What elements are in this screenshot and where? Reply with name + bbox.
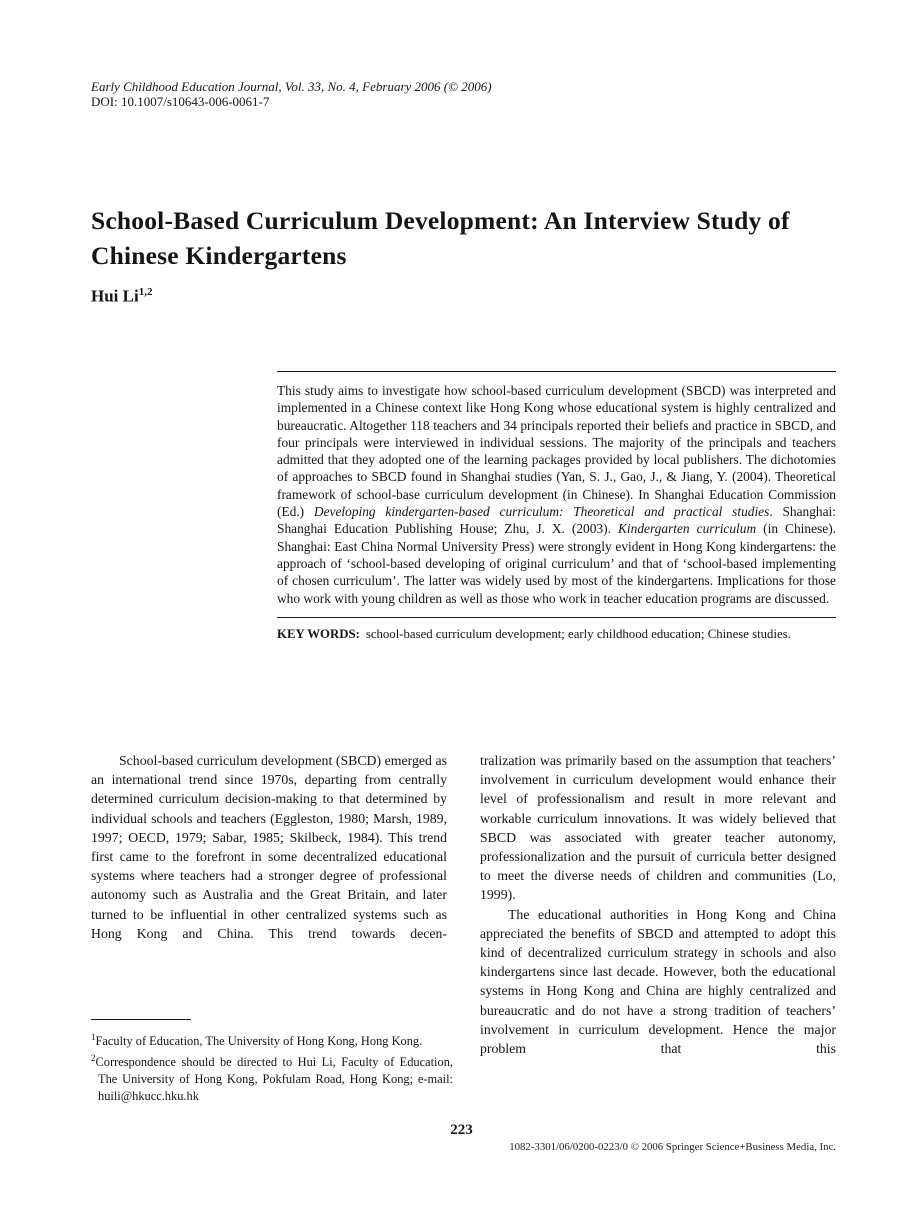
doi-line: DOI: 10.1007/s10643-006-0061-7 [91,94,270,109]
body-columns [91,751,836,1058]
footnotes-section [91,1019,453,1105]
footnote-2 [91,1050,453,1105]
author-line [91,286,152,307]
page-number: 223 [450,1122,473,1138]
abstract-segment: This study aims to investigate how school-based curriculum development (SBCD) was interpreted and implemented in a Chinese context like Hong Kong whose educational system is highly centralized and bureaucratic. Altogether 118 teachers and 34 principals reported their beliefs and practice in SBCD, and four principals were interviewed in individual sessions. The majority of the principals and teachers admitted that they adopted one of the learning packages provided by local publishers. The dichotomies of approaches to SBCD found in Shanghai studies (Yan, S. J., Gao, J., & Jiang, Y. (2004). Theoretical framework of school-base curriculum development (in Chinese). In Shanghai Education Commission (Ed.) [277,383,836,520]
journal-citation-line: Early Childhood Education Journal, Vol. 33, No. 4, February 2006 (© 2006) [91,79,492,94]
author-affiliation-marks: 1,2 [138,286,153,298]
abstract-segment: . Shanghai: Shanghai Education Publishing House; Zhu, J. X. (2003). [277,504,836,537]
abstract-block [277,371,836,642]
page-header [91,79,711,109]
abstract-segment-italic: Kindergarten curriculum [617,521,757,537]
footnote-2-text: Correspondence should be directed to Hui Li, Faculty of Education, The University of Hong Kong, Pokfulam Road, Hong Kong; e-mail: huili@hkucc.hku.hk [95,1055,453,1103]
keywords-label: KEY WORDS: [277,626,360,641]
body-paragraph-continuation: tralization was primarily based on the assumption that teachers’ involvement in curriculum development would enhance their level of professionalism and result in more relevant and workable curriculum innovations. It was widely believed that SBCD was associated with greater teacher autonomy, professionalization and the pursuit of curricula better designed to meet the diverse needs of children and communities (Lo, 1999). [480,753,836,903]
keywords-line [277,618,836,642]
author-name: Hui Li [91,286,139,306]
footnote-rule [91,1019,191,1020]
abstract-text [277,372,836,607]
abstract-segment-italic: Developing kindergarten-based curriculum: Theoretical and practical studies [313,504,770,520]
footnote-1-text: Faculty of Education, The University of Hong Kong, Hong Kong. [95,1034,423,1049]
footnote-1-marker: 1 [91,1032,96,1042]
body-paragraph: The educational authorities in Hong Kong and China appreciated the benefits of SBCD and attempted to adopt this kind of decentralized curriculum strategy in schools and also kindergartens since last decade. However, both the educational systems in Hong Kong and China are highly centralized and bureaucratic and do not have a strong tradition of teachers’ involvement in curriculum development. Hence the major problem that this [480,906,836,1057]
footnote-1 [91,1029,453,1050]
copyright-line: 1082-3301/06/0200-0223/0 © 2006 Springer Science+Business Media, Inc. [509,1141,836,1153]
body-left-column [91,751,447,1058]
abstract-segment: (in Chinese). Shanghai: East China Normal University Press) were strongly evident in Hong Kong kindergartens: the approach of ‘school-based developing of original curriculum’ and that of ‘school-based implementing of chosen curriculum’. The latter was widely used by most of the kindergartens. Implications for those who work with young children as well as those who work in teacher education programs are discussed. [277,521,836,606]
keywords-text: school-based curriculum development; early childhood education; Chinese studies. [365,626,791,641]
paper-title: School-Based Curriculum Development: An Interview Study of Chinese Kindergartens [91,206,790,271]
body-right-column [480,751,836,1058]
footnote-2-marker: 2 [91,1053,96,1064]
body-paragraph: School-based curriculum development (SBCD) emerged as an international trend since 1970s, departing from centrally determined curriculum decision-making to that determined by individual schools and teachers (Eggleston, 1980; Marsh, 1989, 1997; OECD, 1979; Sabar, 1985; Skilbeck, 1984). This trend first came to the forefront in some decentralized educational systems where teachers had a stronger degree of professional autonomy such as Australia and the Great Britain, and later turned to be influential in other centralized systems such as Hong Kong and China. This trend towards decen- [91,753,447,941]
